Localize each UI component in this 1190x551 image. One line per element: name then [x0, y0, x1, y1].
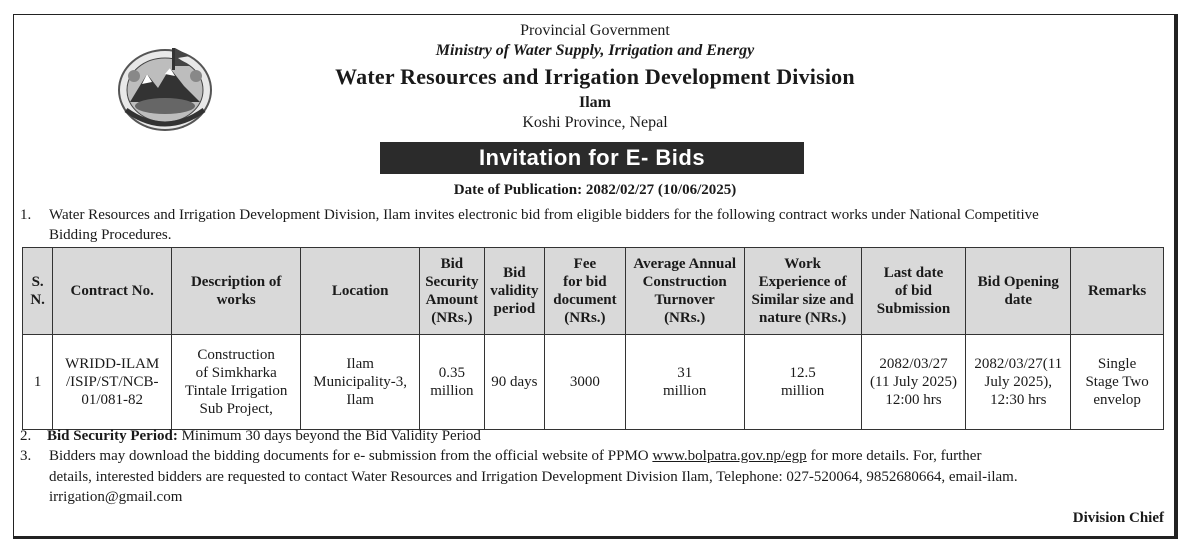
column-header-fee [545, 248, 626, 335]
cell-text: 0.35 [438, 365, 465, 381]
column-header-turnover [625, 248, 744, 335]
header-text: date [1004, 292, 1033, 308]
header-text: N. [30, 292, 45, 308]
column-header-contract-no [53, 248, 172, 335]
cell-text: July 2025), [984, 374, 1053, 390]
cell-text: 1 [33, 374, 42, 390]
header-text: Work [784, 256, 821, 272]
cell-text: envelop [1093, 392, 1141, 408]
column-header-opening-date [966, 248, 1071, 335]
contact-email: irrigation@gmail.com [49, 489, 183, 505]
cell-text: Single [1097, 356, 1137, 372]
header-text: of bid [894, 283, 933, 299]
column-header-bid-security [420, 248, 485, 335]
cell-text: Municipality-3, [313, 374, 408, 390]
cell-text: Stage Two [1085, 374, 1149, 390]
cell-description [172, 335, 301, 430]
cell-text: 90 days [491, 374, 538, 390]
cell-text: 2082/03/27 [879, 356, 948, 372]
cell-text: 01/081-82 [81, 392, 144, 408]
cell-location [301, 335, 420, 430]
column-header-bid-validity [484, 248, 544, 335]
header-text: period [493, 301, 536, 317]
ministry-name: Ministry of Water Supply, Irrigation and Energy [435, 42, 755, 59]
header-text: Fee [573, 256, 597, 272]
table-row [23, 335, 1164, 430]
cell-bid-security [420, 335, 485, 430]
cell-turnover [625, 335, 744, 430]
cell-last-date [861, 335, 966, 430]
header-text: Security [425, 274, 479, 290]
cell-text: 3000 [569, 374, 600, 390]
header-text: Bid [503, 265, 526, 281]
cell-text: million [663, 383, 707, 399]
cell-text: WRIDD-ILAM [65, 356, 160, 372]
header-text: Description of [190, 274, 282, 290]
cell-text: million [430, 383, 474, 399]
office-location: Ilam [579, 94, 611, 111]
item-number: 3. [20, 448, 32, 464]
province-name: Koshi Province, Nepal [522, 114, 668, 131]
cell-contract-no [53, 335, 172, 430]
header-text: Average Annual [633, 256, 737, 272]
header-text: Bid Opening [977, 274, 1059, 290]
cell-text: Sub Project, [199, 401, 273, 417]
header-text: Last date [883, 265, 944, 281]
item-number: 1. [20, 207, 32, 223]
cell-opening-date [966, 335, 1071, 430]
header-text: Location [331, 283, 389, 299]
signature-division-chief: Division Chief [1072, 510, 1164, 526]
bid-security-label: Bid Security Period: [47, 428, 178, 444]
column-header-last-date [861, 248, 966, 335]
header-text: nature (NRs.) [759, 310, 847, 326]
cell-text: (11 July 2025) [870, 374, 957, 390]
header-text: Bid [440, 256, 464, 272]
cell-text: of Simkharka [195, 365, 277, 381]
item-number: 2. [20, 428, 32, 444]
ppmo-link[interactable]: www.bolpatra.gov.np/egp [652, 448, 807, 464]
header-text: for bid [563, 274, 607, 290]
cell-sn [23, 335, 53, 430]
publication-date: Date of Publication: 2082/02/27 (10/06/2025) [453, 182, 737, 198]
cell-fee [545, 335, 626, 430]
header-text: Remarks [1087, 283, 1147, 299]
cell-text: 12:30 hrs [990, 392, 1047, 408]
cell-text: 31 [677, 365, 693, 381]
cell-text: 2082/03/27(11 [974, 356, 1063, 372]
cell-text: Tintale Irrigation [185, 383, 288, 399]
notice-title: Invitation for E- Bids [380, 142, 804, 174]
header-text: Amount [425, 292, 479, 308]
cell-text: 12.5 [789, 365, 816, 381]
header-text: S. [31, 274, 44, 290]
division-name: Water Resources and Irrigation Development Division [335, 64, 855, 89]
header-text: Submission [876, 301, 951, 317]
cell-work-experience [744, 335, 861, 430]
cell-text: Ilam [346, 356, 374, 372]
header-text: Contract No. [70, 283, 154, 299]
header-text: (NRs.) [664, 310, 706, 326]
cell-text: Construction [197, 347, 275, 363]
column-header-remarks [1071, 248, 1164, 335]
header-text: Similar size and [751, 292, 854, 308]
cell-text: /ISIP/ST/NCB- [65, 374, 159, 390]
column-header-sn [23, 248, 53, 335]
bid-table [22, 247, 1164, 430]
download-text-end: for more details. For, further [806, 448, 982, 464]
cell-text: million [780, 383, 825, 399]
header-text: Construction [642, 274, 727, 290]
bid-security-text: Minimum 30 days beyond the Bid Validity Period [177, 428, 481, 444]
column-header-work-experience [744, 248, 861, 335]
note-bid-security [20, 426, 481, 447]
cell-remarks [1071, 335, 1164, 430]
intro-line-2: Bidding Procedures. [49, 227, 172, 243]
cell-bid-validity [484, 335, 544, 430]
column-header-description [172, 248, 301, 335]
header-text: validity [490, 283, 539, 299]
column-header-location [301, 248, 420, 335]
note-download [20, 446, 1170, 508]
header-text: Turnover [654, 292, 715, 308]
header-text: works [216, 292, 256, 308]
header-text: Experience of [758, 274, 847, 290]
cell-text: Ilam [346, 392, 374, 408]
download-text: Bidders may download the bidding documents for e- submission from the official website of PPMO [49, 448, 653, 464]
header-text: (NRs.) [431, 310, 473, 326]
table-header-row [23, 248, 1164, 335]
intro-line-1: Water Resources and Irrigation Development Division, Ilam invites electronic bid from eligible bidders for the following contract works under National Competitive [49, 207, 1039, 223]
header-text: document [553, 292, 617, 308]
provincial-government-label: Provincial Government [520, 22, 670, 39]
cell-text: 12:00 hrs [885, 392, 942, 408]
header-text: (NRs.) [564, 310, 606, 326]
contact-text: details, interested bidders are requested to contact Water Resources and Irrigation Development Division Ilam, Telephone: 027-520064, 9852680664, email-ilam. [49, 468, 1018, 485]
